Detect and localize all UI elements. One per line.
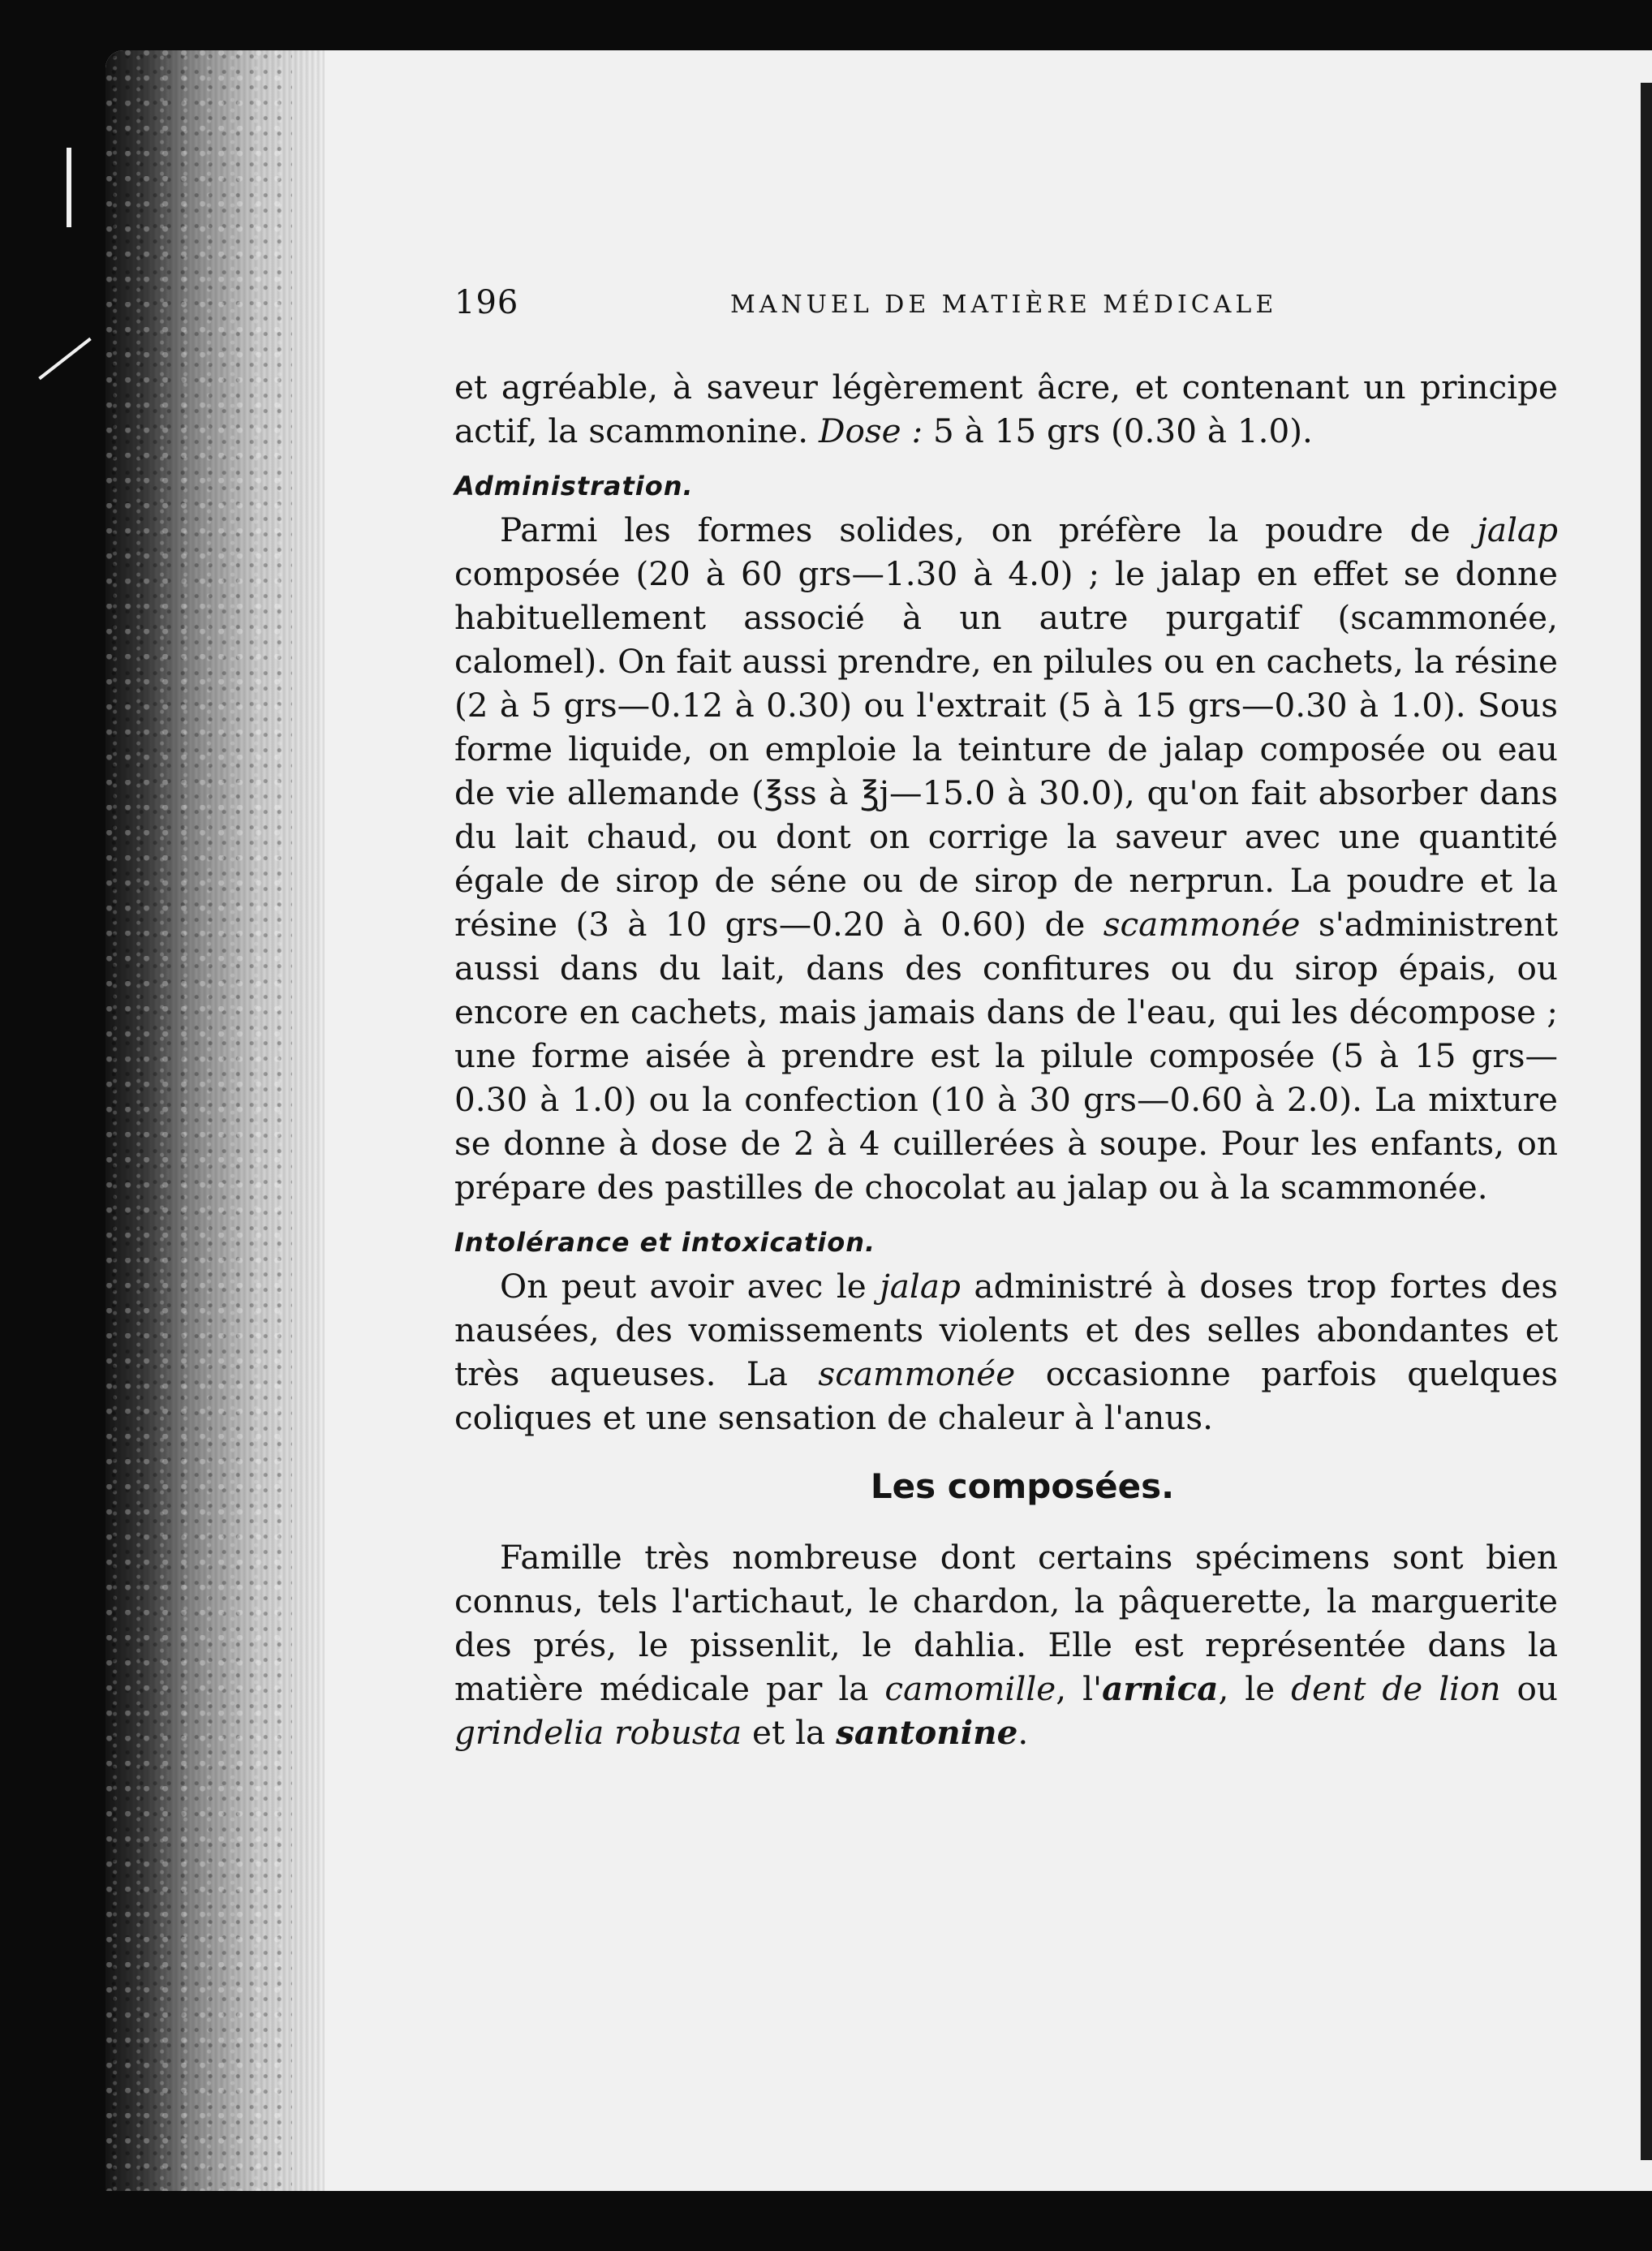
comp-sep-1: , l' xyxy=(1056,1669,1103,1708)
admin-text-2: composée (20 à 60 grs—1.30 à 4.0) ; le jalap en effet se donne habituellement associé à un autre purgatif (scammonée, calomel). On fait aussi prendre, en pilules ou en cachets, la résine (2 à 5 grs—0.12 à 0.30) ou l'extrait (5 à 15 grs—0.30 à 1.0). Sous forme liquide, on emploie la teinture de jalap composée ou eau de vie allemande (℥ss à ℥j—15.0 à 30.0), qu'on fait absorber dans du lait chaud, ou dont on corrige la saveur avec une quantité égale de sirop de séne ou de sirop de nerprun. La poudre et la résine (3 à 10 grs—0.20 à 0.60) de xyxy=(454,554,1558,944)
section-title: Les composées. xyxy=(870,1466,1175,1506)
comp-sep-4: et la xyxy=(742,1713,837,1752)
administration-paragraph xyxy=(454,508,1558,1209)
page-number: 196 xyxy=(454,284,519,321)
admin-text-1: Parmi les formes solides, on préfère la poudre de xyxy=(500,510,1478,549)
running-header xyxy=(454,284,1550,333)
body-text xyxy=(454,365,1558,1754)
intol-text-1: On peut avoir avec le xyxy=(500,1267,880,1306)
dose-value: 5 à 15 grs (0.30 à 1.0). xyxy=(923,411,1313,450)
administration-heading: Administration. xyxy=(454,471,694,501)
comp-end: . xyxy=(1017,1713,1029,1752)
intolerance-heading: Intolérance et intoxication. xyxy=(454,1227,876,1258)
page-right-edge xyxy=(1641,83,1652,2160)
gutter-speckle xyxy=(105,50,292,2191)
term-camomille: camomille xyxy=(884,1669,1056,1708)
scan-diagonal-mark xyxy=(38,338,92,380)
term-arnica: arnica xyxy=(1102,1669,1219,1708)
running-title: MANUEL DE MATIÈRE MÉDICALE xyxy=(730,291,1278,319)
dose-label: Dose : xyxy=(818,411,923,450)
intol-text-3: occasionne parfois quelques coliques et une sensation de chaleur à l'anus. xyxy=(454,1354,1558,1437)
term-grindelia-robusta: grindelia robusta xyxy=(454,1713,742,1752)
intol-term-scammonee: scammonée xyxy=(818,1354,1016,1393)
intolerance-paragraph xyxy=(454,1264,1558,1440)
scan-tick-mark xyxy=(67,148,71,227)
intol-text-2: administré à doses trop fortes des nausées, des vomissements violents et des selles abondantes et très aqueuses. La xyxy=(454,1267,1558,1393)
comp-sep-3: ou xyxy=(1500,1669,1558,1708)
intol-term-jalap: jalap xyxy=(880,1267,961,1306)
term-santonine: santonine xyxy=(836,1713,1018,1752)
admin-text-3: s'administrent aussi dans du lait, dans des confitures ou du sirop épais, ou encore en cachets, mais jamais dans de l'eau, qui les décompose ; une forme aisée à prendre est la pilule composée (5 à 15 grs—0.30 à 1.0) ou la confection (10 à 30 grs—0.60 à 2.0). La mixture se donne à dose de 2 à 4 cuillerées à soupe. Pour les enfants, on prépare des pastilles de chocolat au jalap ou à la scammonée. xyxy=(454,905,1558,1207)
comp-text-1: Famille très nombreuse dont certains spécimens sont bien connus, tels l'artichaut, le chardon, la pâquerette, la marguerite des prés, le pissenlit, le dahlia. Elle est représentée dans la matière médicale par la xyxy=(454,1538,1558,1708)
admin-term-jalap: jalap xyxy=(1477,510,1558,549)
composees-paragraph xyxy=(454,1535,1558,1754)
term-dent-de-lion: dent de lion xyxy=(1291,1669,1501,1708)
intro-text: et agréable, à saveur légèrement âcre, et contenant un principe actif, la scammonine. xyxy=(454,368,1558,450)
admin-term-scammonee: scammonée xyxy=(1103,905,1301,944)
intro-paragraph xyxy=(454,365,1558,453)
comp-sep-2: , le xyxy=(1218,1669,1292,1708)
